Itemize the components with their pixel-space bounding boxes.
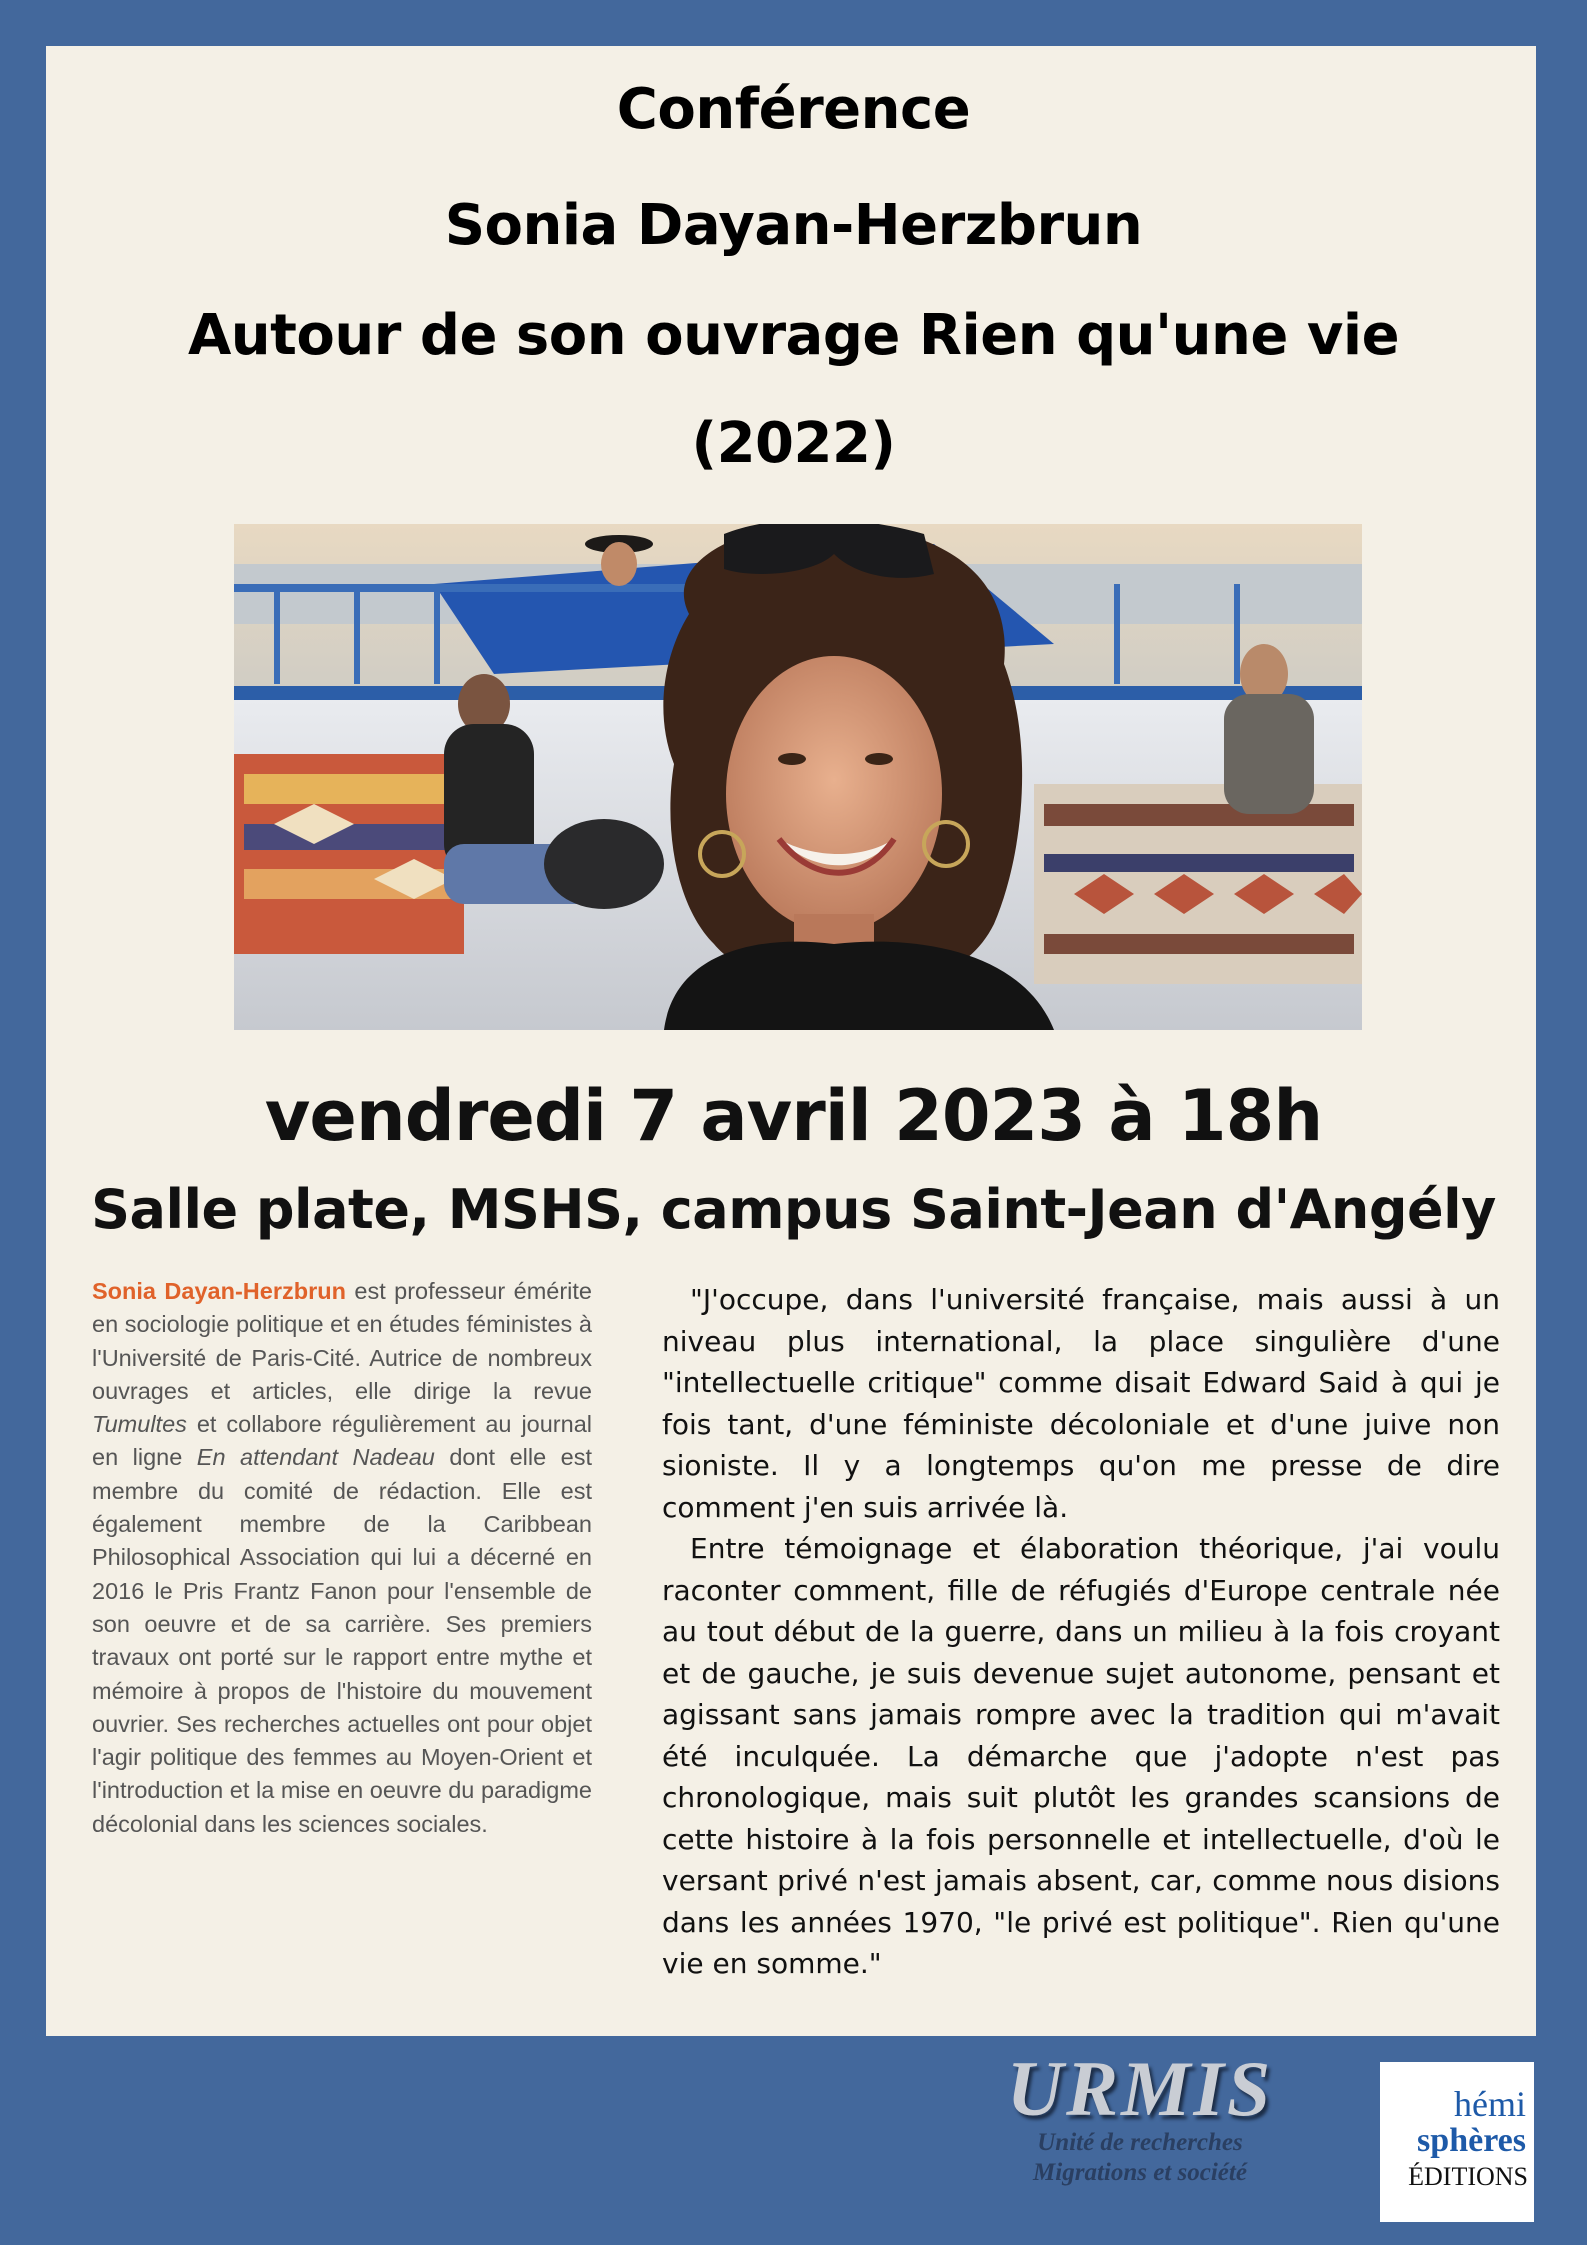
bio-text-3: dont elle est membre du comité de rédaction. Elle est également membre de la Caribbean Philosophical Association qui lui a décerné en 2016 le Pris Frantz Fanon pour l'ensemble de son oeuvre et de sa carrière. Ses premiers travaux ont porté sur le rapport entre mythe et mémoire à propos de l'histoire du mouvement ouvrier. Ses recherches actuelles ont pour objet l'agir politique des femmes au Moyen-Orient et l'introduction et la mise en oeuvre du paradigme décolonial dans les sciences sociales. bbox=[92, 1444, 592, 1837]
urmis-subtitle-1: Unité de recherches bbox=[1037, 2129, 1243, 2156]
urmis-wordmark: URMIS bbox=[1006, 2045, 1274, 2132]
event-date: vendredi 7 avril 2023 à 18h bbox=[264, 1075, 1323, 1157]
speaker-photo bbox=[234, 524, 1362, 1030]
bio-journal-2: En attendant Nadeau bbox=[196, 1444, 435, 1471]
title-book: Autour de son ouvrage Rien qu'une vie bbox=[187, 303, 1400, 368]
title-conference: Conférence bbox=[616, 77, 971, 142]
bio-journal-1: Tumultes bbox=[92, 1411, 187, 1438]
book-quote bbox=[662, 1279, 1500, 1985]
title-year: (2022) bbox=[691, 411, 896, 476]
bio-text-1: est professeur émérite en sociologie politique et en études féministes à l'Université de Paris-Cité. Autrice de nombreux ouvrages et articles, elle dirige la revue bbox=[92, 1278, 592, 1404]
bio-text-2: et collabore régulièrement au journal en ligne bbox=[92, 1411, 592, 1471]
title-speaker: Sonia Dayan-Herzbrun bbox=[444, 193, 1143, 258]
hemispheres-line-2: sphères bbox=[1417, 2122, 1526, 2159]
urmis-logo bbox=[960, 2045, 1320, 2188]
urmis-subtitle-2: Migrations et société bbox=[1033, 2159, 1247, 2186]
speaker-bio bbox=[92, 1275, 592, 1841]
event-venue: Salle plate, MSHS, campus Saint-Jean d'Angély bbox=[91, 1178, 1496, 1241]
quote-paragraph-2: Entre témoignage et élaboration théorique, j'ai voulu raconter comment, fille de réfugiés d'Europe centrale née au tout début de la guerre, dans un milieu à la fois croyant et de gauche, je suis devenue sujet autonome, pensant et agissant sans jamais rompre avec la tradition qui m'avait été inculquée. La démarche que j'adopte n'est pas chronologique, mais suit plutôt les grandes scansions de cette histoire à la fois personnelle et intellectuelle, d'où le versant privé n'est jamais absent, car, comme nous disions dans les années 1970, "le privé est politique". Rien qu'une vie en somme." bbox=[662, 1532, 1500, 1980]
quote-paragraph-1: "J'occupe, dans l'université française, mais aussi à un niveau plus international, la place singulière d'une "intellectuelle critique" comme disait Edward Said à qui je fois tant, d'une féministe décoloniale et d'une juive non sioniste. Il y a longtemps qu'on me presse de dire comment j'en suis arrivée là. bbox=[662, 1283, 1500, 1524]
hemispheres-line-3: ÉDITIONS bbox=[1408, 2162, 1528, 2191]
hemispheres-line-1: hémi bbox=[1454, 2084, 1526, 2124]
bio-name: Sonia Dayan-Herzbrun bbox=[92, 1278, 346, 1304]
hemispheres-logo bbox=[1380, 2062, 1534, 2222]
